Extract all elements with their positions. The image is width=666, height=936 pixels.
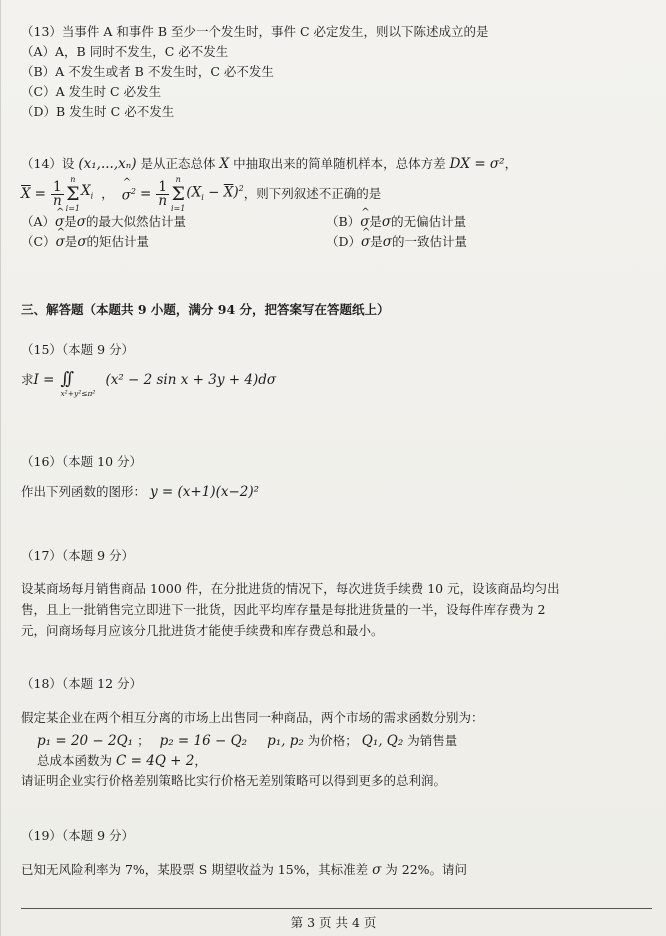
q14-options-row-1 <box>21 212 652 232</box>
q14-variance: DX = σ² <box>449 156 505 172</box>
q18-cost-line <box>21 751 652 771</box>
q18-price-vars: p₁, p₂ <box>267 733 304 749</box>
q17-header: （17）（本题 9 分） <box>21 548 135 563</box>
q13-option-c: （C）A 发生时 C 必发生 <box>21 84 162 99</box>
q13-option-d: （D）B 发生时 C 必不发生 <box>21 104 175 119</box>
q19-text-a: 已知无风险利率为 7%，某股票 S 期望收益为 15%，其标准差 <box>21 862 369 877</box>
q18-header: （18）（本题 12 分） <box>21 676 143 691</box>
q14-option-c: （C）^ σ是σ的矩估计量 <box>21 232 326 252</box>
q14-frac-2: $\frac{1}{n}$ <box>158 178 168 209</box>
q18-demand-functions <box>21 731 652 751</box>
q14-sample-vars: (x₁,...,xₙ) <box>78 156 137 172</box>
q18-cost-suffix: ， <box>194 753 207 768</box>
q15-lhs: I = <box>33 372 55 388</box>
q16-prompt: 作出下列函数的图形： <box>21 484 147 499</box>
q14-estimator-formula <box>21 174 652 213</box>
question-16 <box>21 452 652 502</box>
q14-formula-note: ，则下列叙述不正确的是 <box>243 186 382 201</box>
question-17 <box>21 546 652 641</box>
q14-stem <box>21 154 652 174</box>
q16-formula: y = (x+1)(x−2)² <box>150 484 260 500</box>
q13-option-a: （A）A，B 同时不发生，C 必不发生 <box>21 44 229 59</box>
section-3-title <box>21 300 652 320</box>
q14-eq-sign-1: = <box>34 186 46 202</box>
q14-eq-sign-2: = <box>140 186 152 202</box>
question-19 <box>21 826 652 880</box>
q14-sq-term: $(X_i - \overline{X})^2$ <box>186 184 244 203</box>
q14-option-a: （A）^ σ是σ的最大似然估计量 <box>21 212 326 232</box>
page-footer: 第 3 页 共 4 页 <box>290 915 377 930</box>
q14-option-b: （B）^ σ是σ的无偏估计量 <box>326 212 466 232</box>
q18-qty-text: 为销售量 <box>407 733 458 748</box>
q18-sep: ； <box>137 733 150 748</box>
q14-comma-1: ， <box>101 186 114 201</box>
q18-claim: 请证明企业实行价格差别策略比实行价格无差别策略可以得到更多的总利润。 <box>21 773 447 788</box>
question-14 <box>21 154 652 252</box>
q15-double-integral: ∫∫ x²+y²≤π² <box>60 369 96 398</box>
q19-text-b: 为 22%。请问 <box>385 862 468 877</box>
question-13 <box>21 22 652 122</box>
section-3-heading: 三、解答题（本题共 9 小题，满分 94 分，把答案写在答题纸上） <box>21 302 390 317</box>
q18-cost: C = 4Q + 2 <box>116 753 195 769</box>
q15-header: （15）（本题 9 分） <box>21 342 135 357</box>
q16-body <box>21 482 652 502</box>
q18-intro: 假定某企业在两个相互分离的市场上出售同一种商品，两个市场的需求函数分别为： <box>21 710 484 725</box>
q14-sum-2: n Σ i=1 <box>171 174 186 213</box>
q17-line-1: 设某商场每月销售商品 1000 件，在分批进货的情况下，每次进货手续费 10 元，设该商品均匀出 <box>21 581 560 596</box>
q18-qty-vars: Q₁, Q₂ <box>361 733 404 749</box>
q14-population-x: X <box>219 156 230 172</box>
q14-stem-start: （14）设 <box>21 156 75 171</box>
q17-line-2: 售，且上一批销售完立即进下一批货，因此平均库存量是每批进货量的一半，设每件库存费为 2 <box>21 602 546 617</box>
q18-price-text: 为价格； <box>307 733 358 748</box>
q18-eq1: p₁ = 20 − 2Q₁ <box>37 733 134 749</box>
q14-xbar: $\overline{X}$ <box>21 186 31 202</box>
q19-header: （19）（本题 9 分） <box>21 828 135 843</box>
q19-body <box>21 860 652 880</box>
q14-option-d: （D）^ σ是σ的一致估计量 <box>326 232 467 252</box>
q14-stem-mid2: 中抽取出来的简单随机样本，总体方差 <box>233 156 446 171</box>
q14-sum-1: n Σ i=1 <box>65 174 80 213</box>
q18-eq2: p₂ = 16 − Q₂ <box>159 733 248 749</box>
q14-options-row-2 <box>21 232 652 252</box>
q14-frac-1: $\frac{1}{n}$ <box>52 178 62 209</box>
q16-header: （16）（本题 10 分） <box>21 454 143 469</box>
question-15 <box>21 340 652 399</box>
q15-prompt: 求 <box>21 372 34 387</box>
q13-stem: （13）当事件 A 和事件 B 至少一个发生时，事件 C 必定发生，则以下陈述成立的是 <box>21 24 489 39</box>
footer-rule <box>21 908 652 909</box>
q17-body <box>21 578 652 641</box>
q14-xi: $X_i$ <box>81 183 94 201</box>
question-18 <box>21 674 652 791</box>
q14-stem-mid: 是从正态总体 <box>140 156 216 171</box>
q17-line-3: 元，问商场每月应该分几批进货才能使手续费和库存费总和最小。 <box>21 623 384 638</box>
q15-formula <box>21 370 652 399</box>
q13-option-b: （B）A 不发生或者 B 不发生时，C 必不发生 <box>21 64 274 79</box>
q14-stem-end: ， <box>504 156 518 171</box>
q19-sigma: σ <box>372 862 382 878</box>
q18-cost-prefix: 总成本函数为 <box>37 753 113 768</box>
q15-integrand: (x² − 2 sin x + 3y + 4)dσ <box>105 372 277 388</box>
q14-sigma-hat-sq: ^ $\sigma^2$ <box>122 182 136 206</box>
q15-domain: x²+y²≤π² <box>60 389 96 398</box>
